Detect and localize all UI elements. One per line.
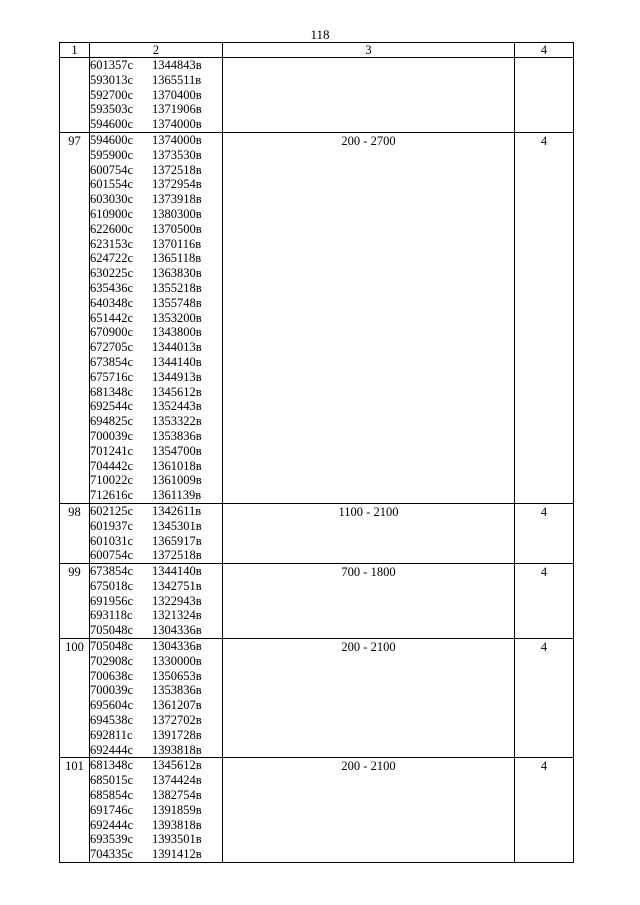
latitude-value: 691956с <box>90 593 134 608</box>
row-number-cell <box>60 758 90 863</box>
latitude-value: 693118с <box>90 608 133 623</box>
longitude-value: 1372518в <box>152 548 202 563</box>
row-number-cell <box>60 503 90 563</box>
longitude-value: 1373918в <box>152 192 202 207</box>
coordinates-table <box>59 42 574 863</box>
coordinate-pair <box>90 163 222 178</box>
range-cell <box>223 758 515 863</box>
coordinate-pair <box>90 473 222 488</box>
longitude-value: 1370400в <box>152 87 202 102</box>
altitude-range <box>223 58 514 59</box>
coordinate-pair <box>90 743 222 758</box>
latitude-value: 624722с <box>90 251 134 266</box>
range-cell <box>223 503 515 563</box>
longitude-value: 1350653в <box>152 668 202 683</box>
latitude-value: 602125с <box>90 503 134 518</box>
coordinate-pair <box>90 311 222 326</box>
coordinate-pair <box>90 133 222 148</box>
longitude-value: 1342611в <box>152 503 202 518</box>
longitude-value: 1361009в <box>152 473 202 488</box>
coordinate-pair <box>90 355 222 370</box>
row-number: 100 <box>65 640 84 655</box>
latitude-value: 695604с <box>90 698 134 713</box>
coordinate-pair <box>90 639 222 654</box>
coordinate-pair <box>90 818 222 833</box>
coordinate-pair <box>90 266 222 281</box>
table-row <box>60 132 574 503</box>
latitude-value: 705048с <box>90 639 134 654</box>
category-value <box>515 58 573 59</box>
longitude-value: 1354700в <box>152 443 202 458</box>
coordinate-pair <box>90 192 222 207</box>
longitude-value: 1361018в <box>152 458 202 473</box>
longitude-value: 1365511в <box>152 72 202 87</box>
coordinate-pair <box>90 758 222 773</box>
latitude-value: 681348с <box>90 384 134 399</box>
coordinate-pair <box>90 296 222 311</box>
coordinate-pair <box>90 488 222 503</box>
coordinate-pair <box>90 832 222 847</box>
longitude-value: 1391859в <box>152 802 202 817</box>
longitude-value: 1345612в <box>152 384 202 399</box>
coordinate-pair <box>90 459 222 474</box>
row-number: 99 <box>68 565 81 580</box>
latitude-value: 594600с <box>90 117 134 132</box>
longitude-value: 1344913в <box>152 369 202 384</box>
latitude-value: 700039с <box>90 683 134 698</box>
coordinate-pair <box>90 88 222 103</box>
longitude-value: 1355748в <box>152 295 202 310</box>
latitude-value: 694825с <box>90 414 134 429</box>
coordinate-pair <box>90 414 222 429</box>
latitude-value: 701241с <box>90 443 134 458</box>
table-row <box>60 639 574 758</box>
latitude-value: 704442с <box>90 458 134 473</box>
longitude-value: 1304336в <box>152 623 202 638</box>
latitude-value: 600754с <box>90 548 134 563</box>
coordinate-pair <box>90 117 222 132</box>
longitude-value: 1304336в <box>152 639 202 654</box>
longitude-value: 1372954в <box>152 177 202 192</box>
row-number-cell <box>60 564 90 639</box>
row-number: 97 <box>68 133 81 148</box>
coordinate-pair <box>90 534 222 549</box>
longitude-value: 1374424в <box>152 773 202 788</box>
longitude-value: 1372518в <box>152 162 202 177</box>
latitude-value: 702908с <box>90 653 134 668</box>
longitude-value: 1344140в <box>152 564 202 579</box>
coordinate-pair <box>90 177 222 192</box>
latitude-value: 623153с <box>90 236 134 251</box>
row-number-cell <box>60 639 90 758</box>
category-value: 4 <box>540 759 548 774</box>
coordinate-pair <box>90 325 222 340</box>
longitude-value: 1352443в <box>152 399 202 414</box>
longitude-value: 1330000в <box>152 653 202 668</box>
coordinate-pair <box>90 281 222 296</box>
category-value: 4 <box>540 565 548 580</box>
coordinate-pair <box>90 669 222 684</box>
coordinate-pair <box>90 654 222 669</box>
coordinate-pair <box>90 698 222 713</box>
range-cell <box>223 58 515 133</box>
longitude-value: 1393818в <box>152 742 202 757</box>
longitude-value: 1353836в <box>152 428 202 443</box>
latitude-value: 692544с <box>90 399 134 414</box>
coordinate-pair <box>90 237 222 252</box>
coordinate-pair <box>90 504 222 519</box>
longitude-value: 1374000в <box>152 117 202 132</box>
coordinate-pair <box>90 623 222 638</box>
longitude-value: 1342751в <box>152 578 202 593</box>
coordinate-pair <box>90 564 222 579</box>
coordinate-pair <box>90 340 222 355</box>
latitude-value: 601937с <box>90 518 134 533</box>
coordinate-pair <box>90 102 222 117</box>
longitude-value: 1365118в <box>152 251 202 266</box>
latitude-value: 700039с <box>90 428 134 443</box>
coordinate-pair <box>90 728 222 743</box>
coordinate-pair <box>90 148 222 163</box>
column-header: 2 <box>90 43 223 58</box>
coordinate-pair <box>90 73 222 88</box>
longitude-value: 1374000в <box>152 132 202 147</box>
longitude-value: 1373530в <box>152 147 202 162</box>
latitude-value: 705048с <box>90 623 134 638</box>
latitude-value: 595900с <box>90 147 134 162</box>
longitude-value: 1321324в <box>152 608 202 623</box>
coordinate-pair <box>90 399 222 414</box>
latitude-value: 692444с <box>90 817 134 832</box>
latitude-value: 672705с <box>90 340 134 355</box>
category-value: 4 <box>540 133 548 148</box>
longitude-value: 1370116в <box>152 236 202 251</box>
latitude-value: 712616с <box>90 488 134 503</box>
coordinate-pair <box>90 429 222 444</box>
latitude-value: 704335с <box>90 847 134 862</box>
longitude-value: 1345612в <box>152 758 202 773</box>
latitude-value: 601357с <box>90 58 134 72</box>
coordinates-cell <box>90 58 223 133</box>
row-number: 101 <box>65 759 84 774</box>
latitude-value: 673854с <box>90 564 134 579</box>
category-cell <box>515 564 574 639</box>
coordinate-pair <box>90 207 222 222</box>
category-cell <box>515 132 574 503</box>
coordinate-pair <box>90 548 222 563</box>
coordinate-pair <box>90 713 222 728</box>
longitude-value: 1380300в <box>152 206 202 221</box>
latitude-value: 610900с <box>90 206 134 221</box>
coordinates-cell <box>90 564 223 639</box>
altitude-range: 1100 - 2100 <box>338 504 399 519</box>
longitude-value: 1344140в <box>152 354 202 369</box>
category-cell <box>515 758 574 863</box>
longitude-value: 1365917в <box>152 533 202 548</box>
latitude-value: 700638с <box>90 668 134 683</box>
table-header-row <box>60 43 574 58</box>
page-number: 118 <box>310 27 330 42</box>
latitude-value: 640348с <box>90 295 134 310</box>
latitude-value: 593013с <box>90 72 134 87</box>
longitude-value: 1363830в <box>152 266 202 281</box>
latitude-value: 675018с <box>90 578 134 593</box>
coordinates-cell <box>90 639 223 758</box>
coordinate-pair <box>90 594 222 609</box>
category-value: 4 <box>540 640 548 655</box>
coordinate-pair <box>90 370 222 385</box>
latitude-value: 685854с <box>90 788 134 803</box>
longitude-value: 1393501в <box>152 832 202 847</box>
column-header: 3 <box>223 43 515 58</box>
latitude-value: 594600с <box>90 132 134 147</box>
coordinates-cell <box>90 132 223 503</box>
table-row <box>60 758 574 863</box>
coordinates-cell <box>90 758 223 863</box>
altitude-range: 200 - 2100 <box>341 640 396 655</box>
coordinate-pair <box>90 608 222 623</box>
coordinate-pair <box>90 683 222 698</box>
latitude-value: 600754с <box>90 162 134 177</box>
latitude-value: 603030с <box>90 192 134 207</box>
latitude-value: 691746с <box>90 802 134 817</box>
coordinate-pair <box>90 444 222 459</box>
coordinate-pair <box>90 803 222 818</box>
category-cell <box>515 58 574 133</box>
latitude-value: 592700с <box>90 87 134 102</box>
table-body <box>60 58 574 863</box>
row-number <box>60 58 89 59</box>
coordinate-pair <box>90 385 222 400</box>
coordinate-pair <box>90 251 222 266</box>
coordinate-pair <box>90 788 222 803</box>
longitude-value: 1372702в <box>152 713 202 728</box>
longitude-value: 1322943в <box>152 593 202 608</box>
coordinate-pair <box>90 58 222 73</box>
latitude-value: 681348с <box>90 758 134 773</box>
longitude-value: 1353322в <box>152 414 202 429</box>
latitude-value: 710022с <box>90 473 134 488</box>
row-number-cell <box>60 132 90 503</box>
altitude-range: 700 - 1800 <box>341 565 396 580</box>
coordinate-pair <box>90 519 222 534</box>
longitude-value: 1345301в <box>152 518 202 533</box>
longitude-value: 1371906в <box>152 102 202 117</box>
coordinate-pair <box>90 847 222 862</box>
latitude-value: 651442с <box>90 310 134 325</box>
latitude-value: 601554с <box>90 177 134 192</box>
latitude-value: 593503с <box>90 102 134 117</box>
category-cell <box>515 639 574 758</box>
longitude-value: 1382754в <box>152 788 202 803</box>
longitude-value: 1361207в <box>152 698 202 713</box>
row-number: 98 <box>68 504 81 519</box>
category-cell <box>515 503 574 563</box>
longitude-value: 1343800в <box>152 325 202 340</box>
row-number-cell <box>60 58 90 133</box>
latitude-value: 673854с <box>90 354 134 369</box>
latitude-value: 601031с <box>90 533 134 548</box>
range-cell <box>223 639 515 758</box>
longitude-value: 1353200в <box>152 310 202 325</box>
table-row <box>60 58 574 133</box>
column-header: 1 <box>60 43 90 58</box>
column-header: 4 <box>515 43 574 58</box>
latitude-value: 692444с <box>90 742 134 757</box>
longitude-value: 1370500в <box>152 221 202 236</box>
longitude-value: 1355218в <box>152 280 202 295</box>
latitude-value: 692811с <box>90 727 133 742</box>
range-cell <box>223 132 515 503</box>
table-row <box>60 564 574 639</box>
latitude-value: 670900с <box>90 325 134 340</box>
longitude-value: 1344013в <box>152 340 202 355</box>
longitude-value: 1344843в <box>152 58 202 72</box>
latitude-value: 675716с <box>90 369 134 384</box>
coordinate-pair <box>90 579 222 594</box>
longitude-value: 1391412в <box>152 847 202 862</box>
table-row <box>60 503 574 563</box>
latitude-value: 693539с <box>90 832 134 847</box>
altitude-range: 200 - 2700 <box>341 133 396 148</box>
longitude-value: 1353836в <box>152 683 202 698</box>
latitude-value: 622600с <box>90 221 134 236</box>
latitude-value: 685015с <box>90 773 134 788</box>
longitude-value: 1393818в <box>152 817 202 832</box>
altitude-range: 200 - 2100 <box>341 759 396 774</box>
longitude-value: 1361139в <box>152 488 202 503</box>
coordinates-cell <box>90 503 223 563</box>
coordinate-pair <box>90 222 222 237</box>
latitude-value: 630225с <box>90 266 134 281</box>
category-value: 4 <box>540 504 548 519</box>
coordinate-pair <box>90 773 222 788</box>
latitude-value: 635436с <box>90 280 134 295</box>
range-cell <box>223 564 515 639</box>
longitude-value: 1391728в <box>152 727 202 742</box>
latitude-value: 694538с <box>90 713 134 728</box>
